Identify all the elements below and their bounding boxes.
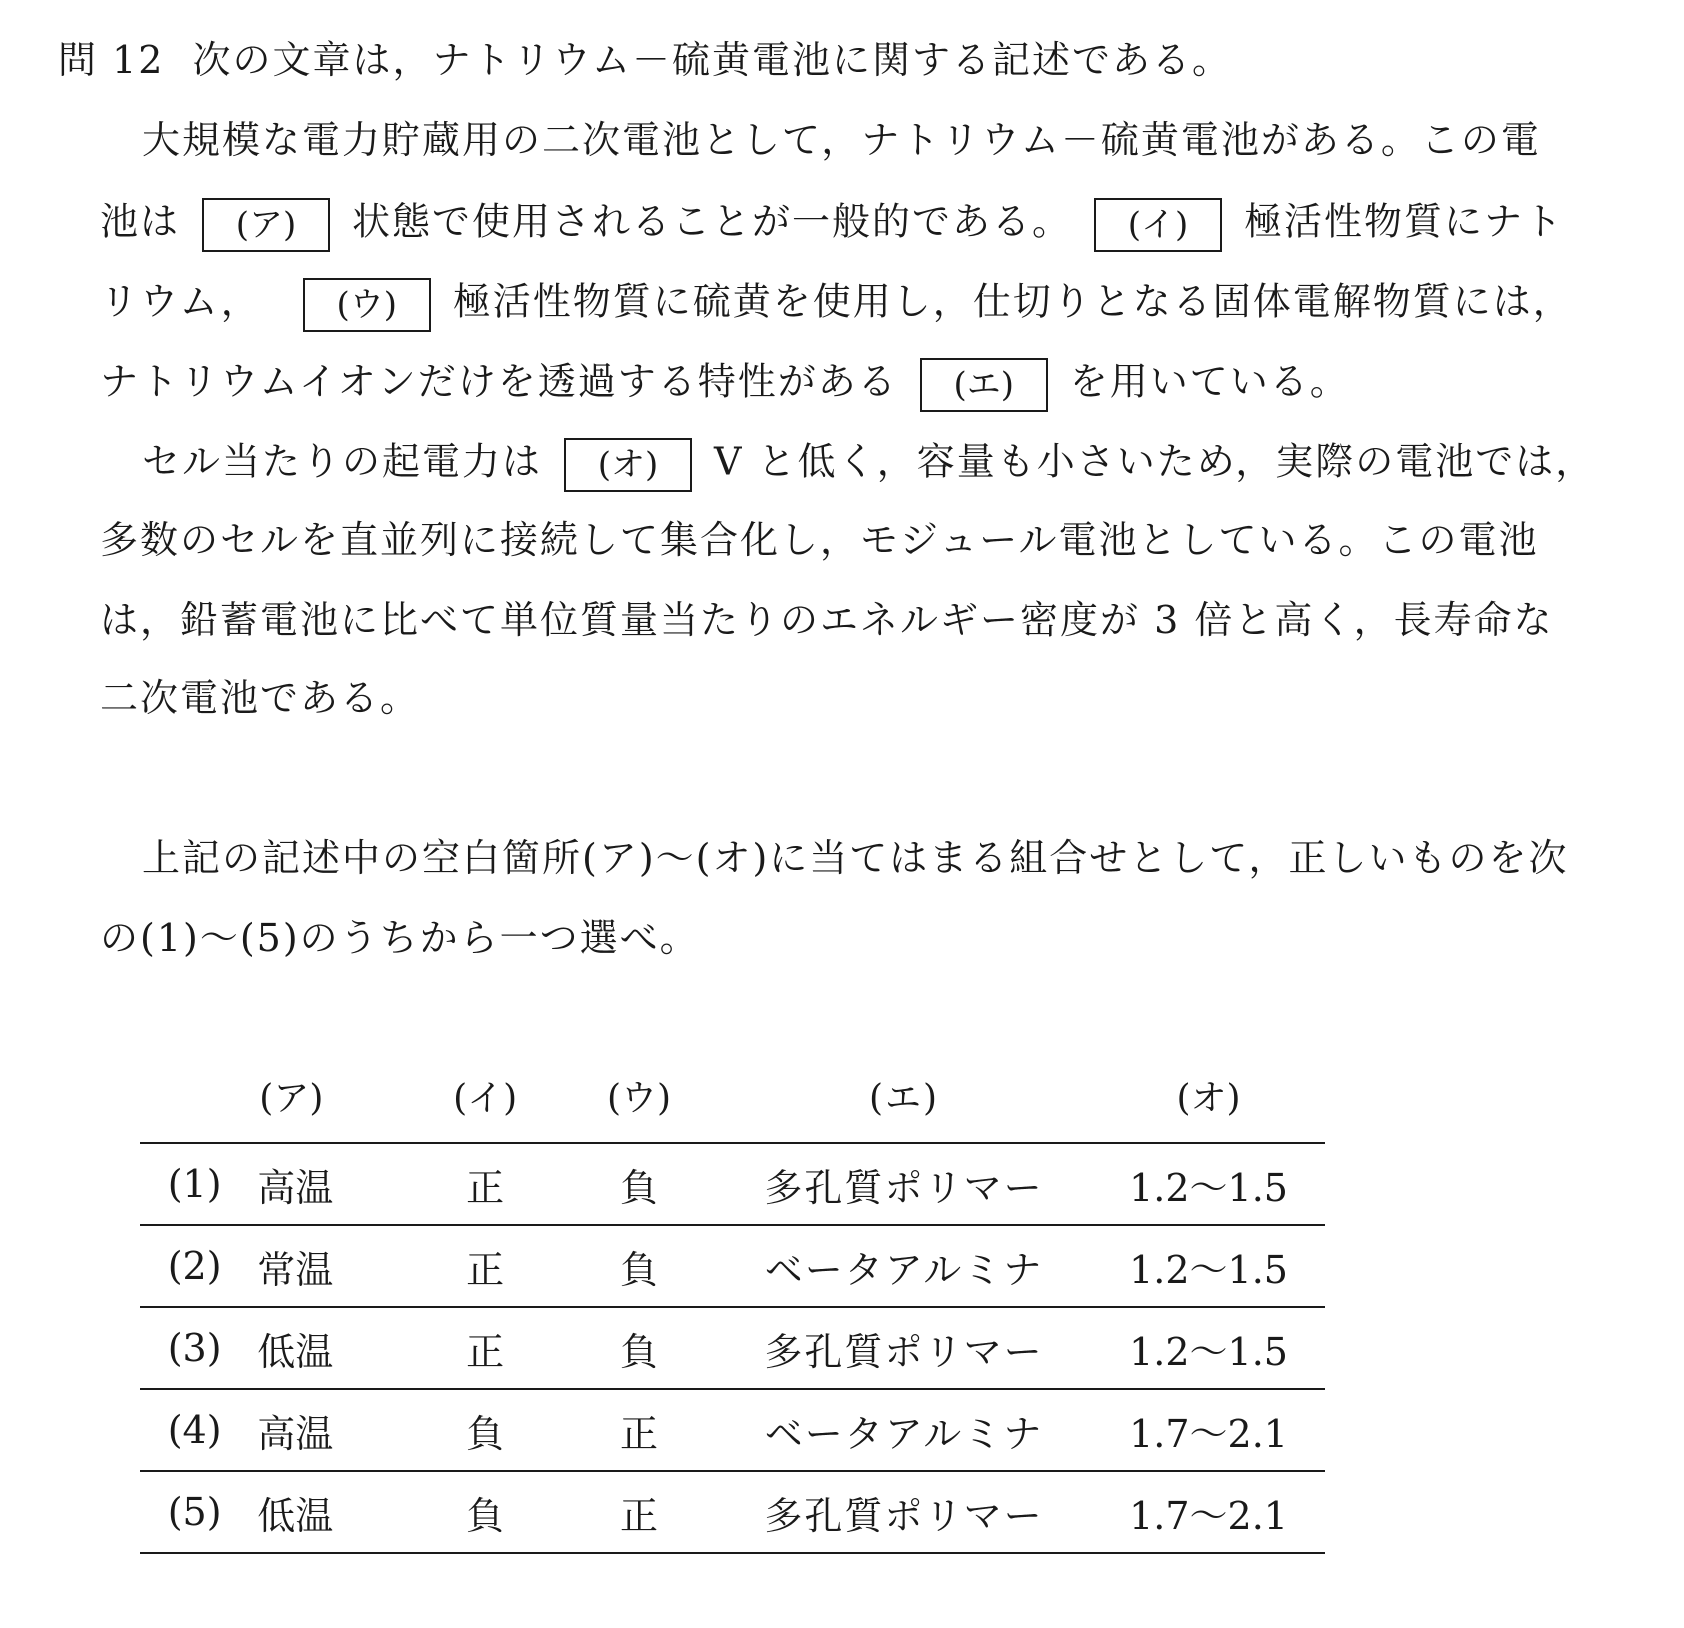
passage-text: 二次電池である。 — [100, 676, 421, 720]
table-cell: 多孔質ポリマー — [716, 1471, 1092, 1553]
choice-number: (3) — [140, 1307, 249, 1389]
instruction-text: 上記の記述中の空白箇所(ア)～(オ)に当てはまる組合せとして，正しいものを次 — [142, 836, 1569, 880]
passage-line — [100, 358, 1350, 412]
table-cell: 多孔質ポリマー — [716, 1143, 1092, 1225]
table-cell: 高温 — [249, 1389, 408, 1471]
blank-box-o: (オ) — [564, 438, 692, 492]
table-cell: 負 — [562, 1225, 716, 1307]
table-cell: 高温 — [249, 1143, 408, 1225]
choice-number: (4) — [140, 1389, 249, 1471]
choice-number: (5) — [140, 1471, 249, 1553]
passage-text: を用いている。 — [1069, 359, 1350, 404]
passage-text: は，鉛蓄電池に比べて単位質量当たりのエネルギー密度が 3 倍と高く，長寿命な — [100, 598, 1554, 642]
passage-line — [142, 438, 1595, 492]
table-cell: 常温 — [249, 1225, 408, 1307]
table-header: (イ) — [408, 1060, 562, 1143]
choice-number: (2) — [140, 1225, 249, 1307]
passage-line — [100, 198, 1564, 252]
passage-line — [100, 676, 420, 720]
table-cell: 1.2～1.5 — [1092, 1225, 1325, 1307]
table-cell: 1.7～2.1 — [1092, 1471, 1325, 1553]
question-number: 問 12 — [58, 38, 165, 82]
table-row[interactable] — [140, 1389, 1325, 1471]
blank-box-a: (ア) — [202, 198, 330, 252]
table-header: (エ) — [716, 1060, 1092, 1143]
passage-line — [100, 598, 1554, 642]
blank-box-u: (ウ) — [303, 278, 431, 332]
question-heading — [58, 38, 1232, 82]
table-cell: 負 — [408, 1389, 562, 1471]
table-row[interactable] — [140, 1307, 1325, 1389]
passage-text: 状態で使用されることが一般的である。 — [352, 199, 1073, 244]
passage-line — [100, 518, 1538, 562]
table-cell: 負 — [562, 1143, 716, 1225]
table-header — [140, 1060, 249, 1143]
passage-line — [100, 278, 1573, 332]
question-intro: 次の文章は，ナトリウム－硫黄電池に関する記述である。 — [192, 38, 1233, 82]
table-cell: 1.2～1.5 — [1092, 1143, 1325, 1225]
table-cell: 負 — [408, 1471, 562, 1553]
table-cell: 低温 — [249, 1471, 408, 1553]
passage-text: 大規模な電力貯蔵用の二次電池として，ナトリウム－硫黄電池がある。この電 — [142, 118, 1541, 162]
passage-text: 多数のセルを直並列に接続して集合化し，モジュール電池としている。この電池 — [100, 518, 1539, 562]
table-cell: 多孔質ポリマー — [716, 1307, 1092, 1389]
table-cell: ベータアルミナ — [716, 1389, 1092, 1471]
table-cell: ベータアルミナ — [716, 1225, 1092, 1307]
table-row[interactable] — [140, 1143, 1325, 1225]
blank-box-i: (イ) — [1094, 198, 1222, 252]
table-header-row — [140, 1060, 1325, 1143]
instruction-line — [100, 916, 700, 960]
passage-text: ナトリウムイオンだけを透過する特性がある — [100, 359, 898, 404]
passage-text: 極活性物質にナト — [1244, 199, 1565, 244]
table-cell: 負 — [562, 1307, 716, 1389]
blank-box-e: (エ) — [920, 358, 1048, 412]
table-row[interactable] — [140, 1225, 1325, 1307]
answer-choices-table — [140, 1060, 1325, 1554]
choice-number: (1) — [140, 1143, 249, 1225]
passage-line — [142, 118, 1541, 162]
table-row[interactable] — [140, 1471, 1325, 1553]
instruction-line — [142, 836, 1569, 880]
table-cell: 1.7～2.1 — [1092, 1389, 1325, 1471]
passage-text: 極活性物質に硫黄を使用し，仕切りとなる固体電解物質には， — [452, 279, 1573, 324]
table-cell: 1.2～1.5 — [1092, 1307, 1325, 1389]
passage-text: V と低く，容量も小さいため，実際の電池では， — [714, 439, 1596, 484]
passage-text: 池は — [100, 199, 181, 244]
table-cell: 正 — [562, 1389, 716, 1471]
passage-text: リウム， — [100, 279, 261, 324]
passage-text: セル当たりの起電力は — [142, 439, 543, 484]
table-cell: 正 — [408, 1225, 562, 1307]
table-cell: 正 — [408, 1143, 562, 1225]
table-cell: 正 — [562, 1471, 716, 1553]
table-cell: 低温 — [249, 1307, 408, 1389]
table-header: (ア) — [249, 1060, 408, 1143]
table-cell: 正 — [408, 1307, 562, 1389]
instruction-text: の(1)～(5)のうちから一つ選べ。 — [100, 916, 700, 960]
table-header: (ウ) — [562, 1060, 716, 1143]
table-header: (オ) — [1092, 1060, 1325, 1143]
